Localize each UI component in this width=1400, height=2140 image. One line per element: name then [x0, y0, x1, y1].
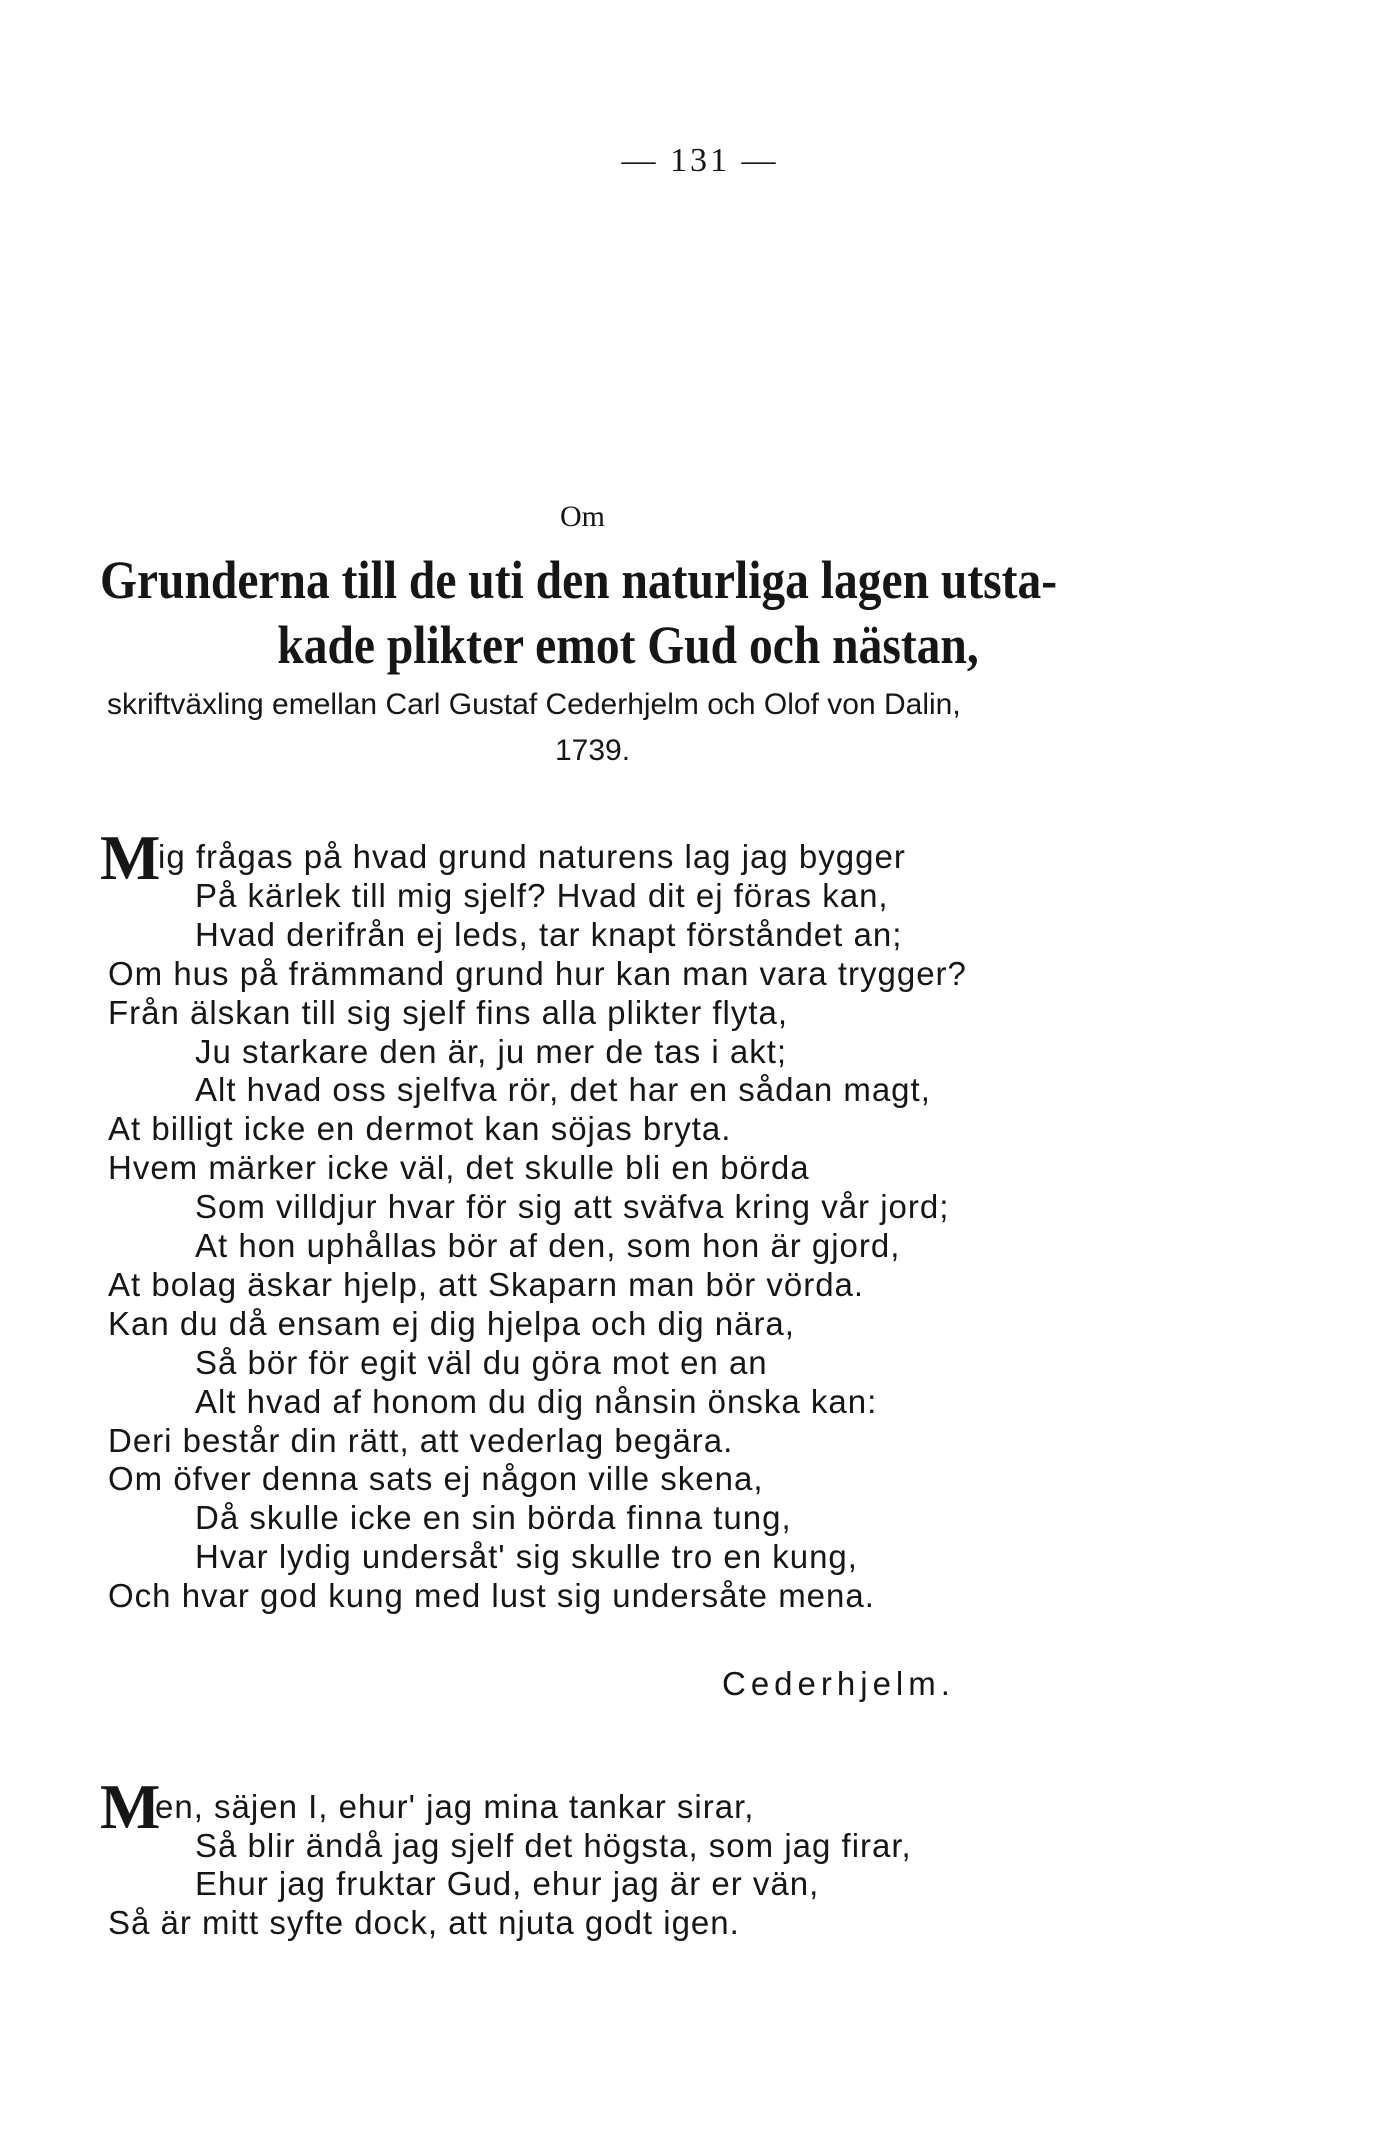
chapter-title: [100, 548, 1058, 678]
poem-line: Ju starkare den är, ju mer de tas i akt;: [195, 1032, 788, 1070]
poem-line: ig frågas på hvad grund naturens lag jag bygger: [158, 838, 906, 875]
pre-title: Om: [560, 500, 605, 533]
signature: Cederhjelm.: [722, 1665, 955, 1702]
title-line: kade plikter emot Gud och nästan,: [277, 614, 979, 675]
poem-line: Alt hvad oss sjelfva rör, det har en sådan magt,: [195, 1071, 931, 1109]
poem-line: At hon uphållas bör af den, som hon är gjord,: [195, 1227, 901, 1264]
poem-line: At billigt icke en dermot kan söjas bryta.: [108, 1110, 732, 1148]
poem-line: Så blir ändå jag sjelf det högsta, som jag firar,: [195, 1826, 912, 1864]
poem-line: Hvad derifrån ej leds, tar knapt förståndet an;: [195, 915, 903, 953]
poem-line: Som villdjur hvar för sig att sväfva kring vår jord;: [195, 1188, 950, 1226]
poem-line: Ehur jag fruktar Gud, ehur jag är er vän,: [195, 1865, 820, 1902]
poem-line: Hvem märker icke väl, det skulle bli en börda: [108, 1149, 810, 1187]
title-line: Grunderna till de uti den naturliga lagen utsta-: [100, 550, 1058, 610]
poem-line: Kan du då ensam ej dig hjelpa och dig nära,: [108, 1304, 795, 1342]
poem-line: Deri består din rätt, att vederlag begära.: [108, 1421, 734, 1459]
poem-line: Alt hvad af honom du dig nånsin önska kan:: [195, 1382, 878, 1420]
poem-line: At bolag äskar hjelp, att Skaparn man bör vörda.: [108, 1265, 865, 1303]
subtitle: skriftväxling emellan Carl Gustaf Cederhjelm och Olof von Dalin,: [107, 688, 961, 721]
page-number: — 131 —: [621, 142, 779, 179]
poem-line: Från älskan till sig sjelf fins alla plikter flyta,: [108, 993, 789, 1031]
poem-line: Om hus på främmand grund hur kan man vara trygger?: [108, 954, 967, 992]
poem-line: Så bör för egit väl du göra mot en an: [195, 1343, 768, 1381]
poem-line: Om öfver denna sats ej någon ville skena,: [108, 1460, 764, 1498]
drop-cap: M: [100, 822, 161, 893]
poem-line: Då skulle icke en sin börda finna tung,: [195, 1499, 792, 1537]
poem-line: Så är mitt syfte dock, att njuta godt igen.: [108, 1903, 740, 1941]
year: 1739.: [555, 734, 631, 767]
poem-line: På kärlek till mig sjelf? Hvad dit ej föras kan,: [195, 876, 889, 914]
poem-line: Och hvar god kung med lust sig undersåte mena.: [108, 1577, 875, 1615]
poem-line: en, säjen I, ehur' jag mina tankar sirar,: [155, 1788, 755, 1825]
drop-cap: M: [100, 1771, 161, 1842]
poem-line: Hvar lydig undersåt' sig skulle tro en kung,: [195, 1538, 858, 1576]
